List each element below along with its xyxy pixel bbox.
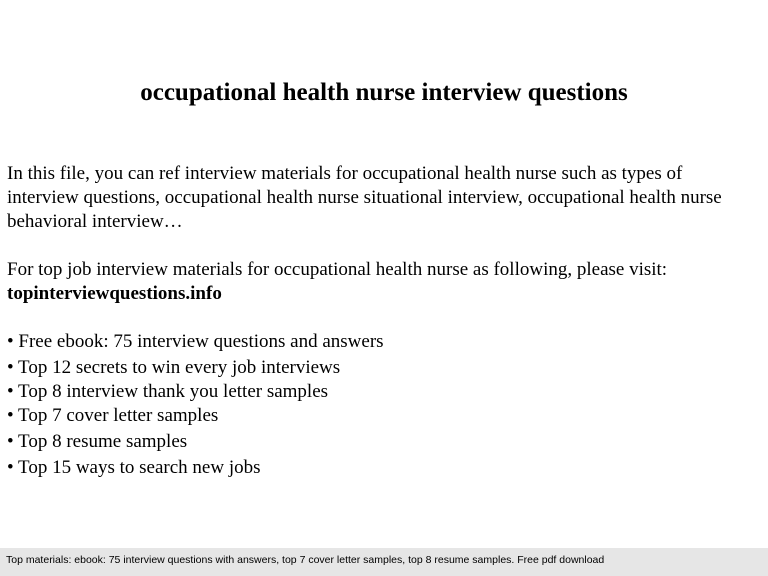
list-item: • Top 8 resume samples bbox=[7, 431, 188, 452]
site-link[interactable]: topinterviewquestions.info bbox=[7, 283, 222, 304]
visit-paragraph bbox=[7, 258, 757, 306]
list-item: • Free ebook: 75 interview questions and answers bbox=[7, 331, 384, 352]
list-item: • Top 15 ways to search new jobs bbox=[7, 457, 261, 478]
visit-text: For top job interview materials for occupational health nurse as following, please visit: bbox=[7, 259, 668, 280]
list-item: • Top 8 interview thank you letter samples bbox=[7, 381, 329, 402]
list-item: • Top 7 cover letter samples bbox=[7, 405, 219, 426]
list-item: • Top 12 secrets to win every job interviews bbox=[7, 357, 341, 378]
footer-bar: Top materials: ebook: 75 interview questions with answers, top 7 cover letter samples, top 8 resume samples. Free pdf download bbox=[0, 548, 768, 576]
page-title: occupational health nurse interview questions bbox=[140, 79, 628, 106]
resource-list bbox=[7, 329, 757, 481]
intro-paragraph: In this file, you can ref interview materials for occupational health nurse such as types of interview questions, occupational health nurse situational interview, occupational health nurse behavioral interview… bbox=[7, 163, 722, 232]
